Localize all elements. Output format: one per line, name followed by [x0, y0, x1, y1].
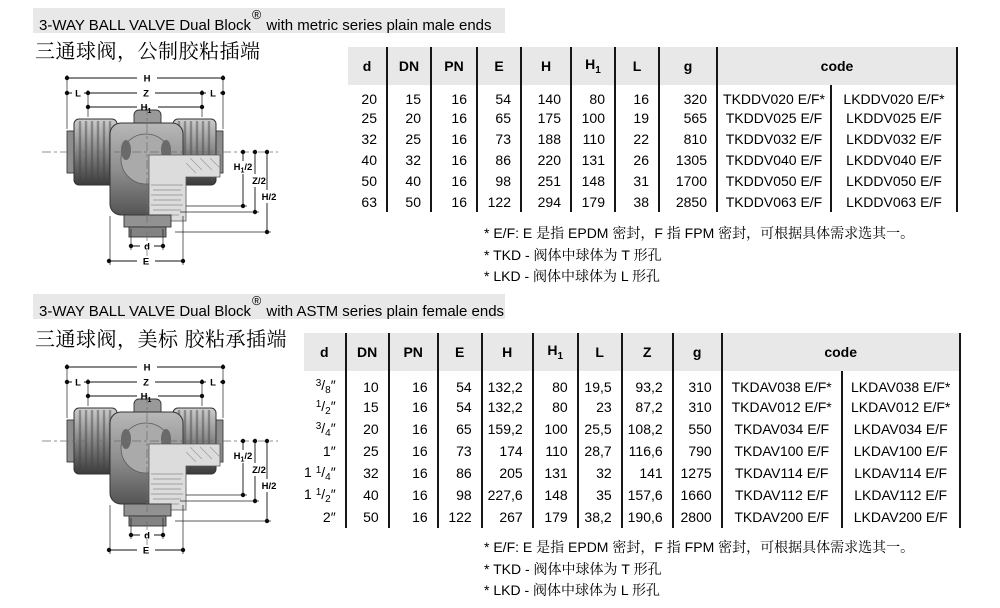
column-header: L: [579, 333, 623, 371]
value-cell: 31: [616, 170, 660, 191]
code-cell: LKDDV063 E/F: [832, 191, 958, 212]
value-cell: 40: [348, 149, 388, 170]
table-row: [304, 440, 961, 462]
value-cell: 190,6: [623, 506, 674, 528]
code-cell: LKDAV200 E/F: [843, 506, 961, 528]
value-cell: 25: [388, 128, 432, 149]
code-cell: TKDDV020 E/F*: [718, 85, 832, 107]
dim-label-d: d: [144, 241, 150, 253]
value-cell: 310: [674, 396, 723, 418]
value-cell: 148: [534, 484, 579, 506]
value-cell: 148: [572, 170, 616, 191]
table-row: [304, 462, 961, 484]
column-header: d: [304, 333, 347, 371]
value-cell: 122: [439, 506, 483, 528]
registered-mark: ®: [252, 294, 262, 308]
value-cell: 19,5: [579, 371, 623, 396]
value-cell: 22: [616, 128, 660, 149]
value-cell: 20: [388, 107, 432, 128]
code-cell: LKDAV114 E/F: [843, 462, 961, 484]
value-cell: 20: [347, 418, 390, 440]
column-header: E: [439, 333, 483, 371]
value-cell: 16: [432, 128, 478, 149]
column-header: PN: [390, 333, 439, 371]
spec-table-metric: [348, 47, 958, 212]
footnote-line: * TKD - 阀体中球体为 T 形孔: [484, 246, 662, 263]
value-cell: 140: [522, 85, 572, 107]
value-cell: 179: [534, 506, 579, 528]
value-cell: 1 $^1/_2''$: [304, 484, 347, 506]
value-cell: 1275: [674, 462, 723, 484]
value-cell: 73: [478, 128, 522, 149]
value-cell: 16: [616, 85, 660, 107]
code-cell: LKDDV032 E/F: [832, 128, 958, 149]
dim-label-L-right: L: [210, 88, 216, 100]
value-cell: 32: [348, 128, 388, 149]
column-header: DN: [388, 47, 432, 85]
code-cell: TKDAV038 E/F*: [723, 371, 843, 396]
value-cell: 98: [439, 484, 483, 506]
value-cell: 565: [660, 107, 718, 128]
value-cell: 159,2: [483, 418, 534, 440]
column-header: g: [660, 47, 718, 85]
column-header: code: [718, 47, 958, 85]
value-cell: 87,2: [623, 396, 674, 418]
footnote-line: * LKD - 阀体中球体为 L 形孔: [484, 268, 661, 284]
value-cell: 54: [439, 371, 483, 396]
value-cell: 20: [348, 85, 388, 107]
code-cell: LKDAV112 E/F: [843, 484, 961, 506]
value-cell: 28,7: [579, 440, 623, 462]
value-cell: 116,6: [623, 440, 674, 462]
code-cell: TKDAV114 E/F: [723, 462, 843, 484]
value-cell: 63: [348, 191, 388, 212]
value-cell: 15: [388, 85, 432, 107]
value-cell: 1305: [660, 149, 718, 170]
value-cell: 227,6: [483, 484, 534, 506]
code-cell: TKDDV040 E/F: [718, 149, 832, 170]
value-cell: 1660: [674, 484, 723, 506]
dim-label-Z: Z: [143, 88, 149, 100]
value-cell: 50: [388, 191, 432, 212]
dim-label-H1-half: $H_1/2$: [233, 162, 253, 175]
value-cell: 16: [432, 85, 478, 107]
code-cell: LKDDV050 E/F: [832, 170, 958, 191]
column-header: d: [348, 47, 388, 85]
value-cell: 65: [439, 418, 483, 440]
value-cell: 50: [347, 506, 390, 528]
value-cell: 98: [478, 170, 522, 191]
value-cell: 294: [522, 191, 572, 212]
value-cell: 16: [432, 191, 478, 212]
code-cell: LKDAV038 E/F*: [843, 371, 961, 396]
value-cell: 2850: [660, 191, 718, 212]
value-cell: $^3/_4''$: [304, 418, 347, 440]
value-cell: 25: [348, 107, 388, 128]
value-cell: 267: [483, 506, 534, 528]
value-cell: 16: [390, 506, 439, 528]
table-row: [348, 128, 958, 149]
column-header: H: [483, 333, 534, 371]
section-title: [33, 8, 505, 33]
column-header: $H_1$: [572, 47, 616, 85]
code-cell: TKDDV025 E/F: [718, 107, 832, 128]
value-cell: 40: [347, 484, 390, 506]
code-cell: LKDAV012 E/F*: [843, 396, 961, 418]
value-cell: 1″: [304, 440, 347, 462]
table-row: [304, 371, 961, 396]
value-cell: 205: [483, 462, 534, 484]
value-cell: 54: [439, 396, 483, 418]
title-suffix: with ASTM series plain female ends: [262, 303, 505, 320]
value-cell: 220: [522, 149, 572, 170]
value-cell: $^3/_8''$: [304, 371, 347, 396]
value-cell: 108,2: [623, 418, 674, 440]
dim-label-E: E: [142, 256, 150, 268]
column-header: E: [478, 47, 522, 85]
table-row: [348, 170, 958, 191]
code-cell: TKDDV050 E/F: [718, 170, 832, 191]
value-cell: 10: [347, 371, 390, 396]
value-cell: 80: [534, 371, 579, 396]
table-row: [304, 418, 961, 440]
column-header: code: [723, 333, 961, 371]
code-cell: TKDAV100 E/F: [723, 440, 843, 462]
value-cell: 32: [388, 149, 432, 170]
column-header: Z: [623, 333, 674, 371]
value-cell: 122: [478, 191, 522, 212]
value-cell: 1700: [660, 170, 718, 191]
value-cell: 32: [579, 462, 623, 484]
code-cell: LKDDV040 E/F: [832, 149, 958, 170]
title-suffix: with metric series plain male ends: [262, 17, 492, 34]
value-cell: 175: [522, 107, 572, 128]
value-cell: 93,2: [623, 371, 674, 396]
value-cell: 80: [534, 396, 579, 418]
value-cell: 810: [660, 128, 718, 149]
value-cell: 65: [478, 107, 522, 128]
code-cell: LKDDV020 E/F*: [832, 85, 958, 107]
value-cell: 54: [478, 85, 522, 107]
value-cell: 131: [534, 462, 579, 484]
table-row: [348, 191, 958, 212]
dim-label-L-left: L: [75, 88, 81, 100]
dim-label-H: H: [143, 73, 151, 85]
code-cell: TKDAV200 E/F: [723, 506, 843, 528]
value-cell: 23: [579, 396, 623, 418]
value-cell: 16: [432, 107, 478, 128]
value-cell: 141: [623, 462, 674, 484]
value-cell: 16: [390, 396, 439, 418]
table-row: [304, 506, 961, 528]
footnote-line: * E/F: E 是指 EPDM 密封，F 指 FPM 密封，可根据具体需求选其一。: [484, 539, 915, 555]
valve-illustration: [67, 110, 223, 237]
valve-drawing-metric: [30, 73, 330, 273]
value-cell: 26: [616, 149, 660, 170]
value-cell: 35: [579, 484, 623, 506]
footnotes-astm: [484, 537, 914, 602]
footnotes-metric: [484, 223, 914, 288]
value-cell: 32: [347, 462, 390, 484]
column-header: $H_1$: [534, 333, 579, 371]
column-header: g: [674, 333, 723, 371]
value-cell: 2″: [304, 506, 347, 528]
value-cell: 131: [572, 149, 616, 170]
value-cell: 40: [388, 170, 432, 191]
table-row: [348, 107, 958, 128]
table-row: [348, 149, 958, 170]
value-cell: 310: [674, 371, 723, 396]
value-cell: 16: [432, 149, 478, 170]
value-cell: 790: [674, 440, 723, 462]
column-header: H: [522, 47, 572, 85]
value-cell: 100: [534, 418, 579, 440]
value-cell: 16: [390, 484, 439, 506]
value-cell: 73: [439, 440, 483, 462]
value-cell: 86: [439, 462, 483, 484]
value-cell: 86: [478, 149, 522, 170]
value-cell: 110: [534, 440, 579, 462]
table-row: [304, 484, 961, 506]
value-cell: 2800: [674, 506, 723, 528]
value-cell: 38,2: [579, 506, 623, 528]
column-header: DN: [347, 333, 390, 371]
footnote-line: * TKD - 阀体中球体为 T 形孔: [484, 560, 662, 577]
value-cell: 132,2: [483, 396, 534, 418]
title-text: 3-WAY BALL VALVE Dual Block: [39, 303, 252, 320]
valve-drawing-astm: [30, 362, 330, 562]
code-cell: LKDDV025 E/F: [832, 107, 958, 128]
dim-label-Z-half: Z/2: [252, 176, 266, 187]
section-subtitle-zh: 三通球阀，美标 胶粘承插端: [35, 329, 288, 351]
value-cell: 25,5: [579, 418, 623, 440]
code-cell: TKDAV012 E/F*: [723, 396, 843, 418]
value-cell: 16: [432, 170, 478, 191]
title-text: 3-WAY BALL VALVE Dual Block: [39, 17, 252, 34]
value-cell: 16: [390, 440, 439, 462]
value-cell: 188: [522, 128, 572, 149]
table-row: [348, 85, 958, 107]
section-subtitle-zh: 三通球阀，公制胶粘插端: [35, 41, 261, 63]
section-title: [33, 294, 505, 319]
code-cell: LKDAV100 E/F: [843, 440, 961, 462]
value-cell: 110: [572, 128, 616, 149]
value-cell: 19: [616, 107, 660, 128]
code-cell: TKDDV032 E/F: [718, 128, 832, 149]
value-cell: 251: [522, 170, 572, 191]
registered-mark: ®: [252, 8, 262, 22]
column-header: L: [616, 47, 660, 85]
value-cell: 80: [572, 85, 616, 107]
value-cell: 15: [347, 396, 390, 418]
value-cell: 132,2: [483, 371, 534, 396]
value-cell: 1 $^1/_4''$: [304, 462, 347, 484]
column-header: PN: [432, 47, 478, 85]
spec-table-astm: [304, 333, 961, 528]
table-row: [304, 396, 961, 418]
value-cell: 16: [390, 418, 439, 440]
value-cell: 100: [572, 107, 616, 128]
code-cell: LKDAV034 E/F: [843, 418, 961, 440]
value-cell: 16: [390, 371, 439, 396]
value-cell: 179: [572, 191, 616, 212]
value-cell: 50: [348, 170, 388, 191]
value-cell: 320: [660, 85, 718, 107]
value-cell: 25: [347, 440, 390, 462]
code-cell: TKDAV112 E/F: [723, 484, 843, 506]
dim-label-H-half: H/2: [261, 192, 277, 203]
value-cell: 174: [483, 440, 534, 462]
code-cell: TKDDV063 E/F: [718, 191, 832, 212]
value-cell: 38: [616, 191, 660, 212]
value-cell: 16: [390, 462, 439, 484]
value-cell: $^1/_2''$: [304, 396, 347, 418]
value-cell: 157,6: [623, 484, 674, 506]
footnote-line: * LKD - 阀体中球体为 L 形孔: [484, 582, 661, 598]
code-cell: TKDAV034 E/F: [723, 418, 843, 440]
dim-label-H1: $H_1$: [140, 102, 152, 115]
value-cell: 550: [674, 418, 723, 440]
footnote-line: * E/F: E 是指 EPDM 密封，F 指 FPM 密封，可根据具体需求选其一。: [484, 225, 915, 241]
